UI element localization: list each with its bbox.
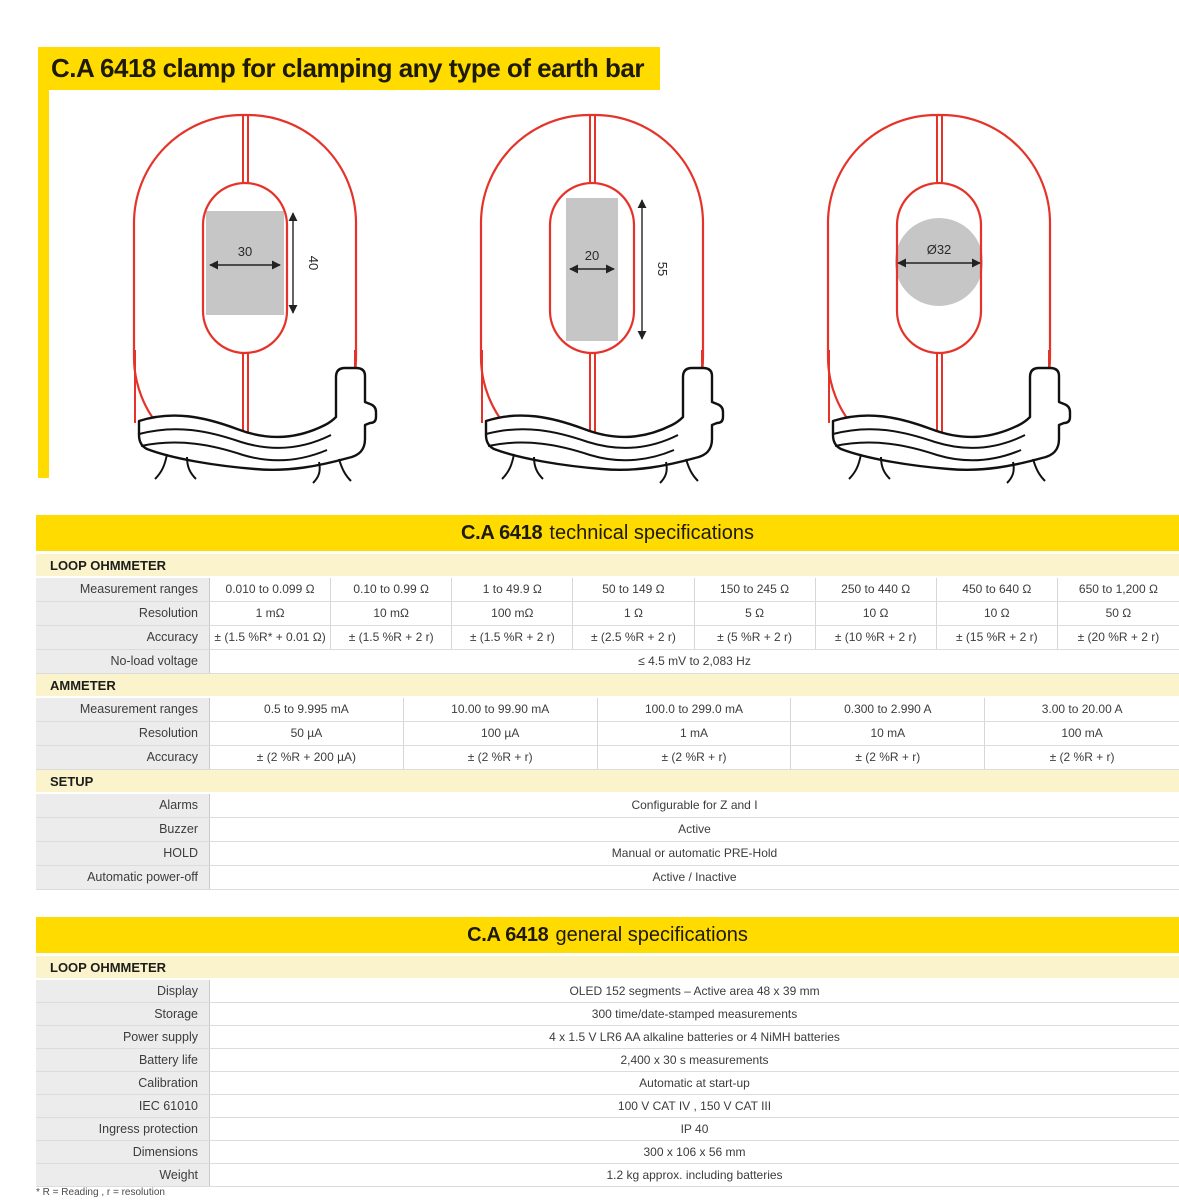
width-dimension-label: 30 <box>237 244 253 259</box>
row-resolution <box>36 722 1179 746</box>
row-weight <box>36 1164 1179 1187</box>
row-calibration <box>36 1072 1179 1095</box>
row-label: Weight <box>36 1164 210 1186</box>
value-cell: 0.010 to 0.099 Ω <box>210 578 331 601</box>
value-cell-merged: 2,400 x 30 s measurements <box>620 1053 769 1067</box>
value-cell-merged: Configurable for Z and I <box>631 798 758 812</box>
row-buzzer <box>36 818 1179 842</box>
row-label: Measurement ranges <box>36 698 210 721</box>
value-cell-merged: 1.2 kg approx. including batteries <box>606 1168 783 1182</box>
table-title-model: C.A 6418 <box>467 924 549 946</box>
row-label: Measurement ranges <box>36 578 210 601</box>
value-cell-merged: Active / Inactive <box>652 870 737 884</box>
row-label: Calibration <box>36 1072 210 1094</box>
row-alarms <box>36 794 1179 818</box>
bar-cross-section-circle <box>895 218 983 306</box>
value-cell: ± (2 %R + r) <box>404 746 598 769</box>
value-cell: 0.10 to 0.99 Ω <box>331 578 452 601</box>
value-cell: 1 Ω <box>573 602 694 625</box>
row-label: Automatic power-off <box>36 866 210 889</box>
row-battery-life <box>36 1049 1179 1072</box>
value-cell: ± (1.5 %R + 2 r) <box>452 626 573 649</box>
page-title: C.A 6418 clamp for clamping any type of earth bar <box>38 47 660 90</box>
value-cell-merged: Automatic at start-up <box>639 1076 750 1090</box>
table-title <box>36 515 1179 554</box>
row-label: Resolution <box>36 602 210 625</box>
clamp-handle-drawing <box>486 368 723 483</box>
row-resolution <box>36 602 1179 626</box>
clamp-figure-3 <box>828 115 1070 483</box>
value-cell: 10 Ω <box>937 602 1058 625</box>
value-cell-merged: IP 40 <box>680 1122 709 1136</box>
value-cell: ± (2 %R + r) <box>791 746 985 769</box>
value-cell: 10 Ω <box>816 602 937 625</box>
value-cell: 50 µA <box>210 722 404 745</box>
value-cell: 100 mA <box>1061 726 1103 740</box>
footnote: * R = Reading , r = resolution <box>36 1187 165 1198</box>
value-cell-merged: 300 time/date-stamped measurements <box>591 1007 798 1021</box>
row-power-supply <box>36 1026 1179 1049</box>
value-cell: 150 to 245 Ω <box>695 578 816 601</box>
row-label: Dimensions <box>36 1141 210 1163</box>
row-label: Buzzer <box>36 818 210 841</box>
value-cell: ± (20 %R + 2 r) <box>1077 630 1160 644</box>
table-title-text: general specifications <box>555 924 748 946</box>
value-cell: 10 mA <box>791 722 985 745</box>
value-cell: 450 to 640 Ω <box>937 578 1058 601</box>
height-dimension-label: 55 <box>655 261 670 277</box>
value-cell: 1 mΩ <box>210 602 331 625</box>
value-cell: 650 to 1,200 Ω <box>1078 582 1158 596</box>
row-label: Ingress protection <box>36 1118 210 1140</box>
value-cell-merged: OLED 152 segments – Active area 48 x 39 mm <box>569 984 820 998</box>
bar-cross-section-rect <box>206 211 284 315</box>
value-cell: 10 mΩ <box>331 602 452 625</box>
clamp-diagrams <box>0 100 1179 500</box>
technical-specifications-table <box>36 515 1179 890</box>
value-cell-merged: Manual or automatic PRE-Hold <box>611 846 778 860</box>
general-specifications-table <box>36 917 1179 1187</box>
clamp-handle-drawing <box>833 368 1070 483</box>
section-header-loop-ohmmeter: LOOP OHMMETER <box>36 554 1179 578</box>
row-label: Alarms <box>36 794 210 817</box>
row-accuracy <box>36 746 1179 770</box>
value-cell: 100 mΩ <box>452 602 573 625</box>
value-cell: 100 µA <box>404 722 598 745</box>
table-title-model: C.A 6418 <box>461 522 543 544</box>
row-dimensions <box>36 1141 1179 1164</box>
value-cell: ± (15 %R + 2 r) <box>937 626 1058 649</box>
row-iec-61010 <box>36 1095 1179 1118</box>
width-dimension-label: 20 <box>584 248 600 263</box>
value-cell-merged: Active <box>678 822 711 836</box>
value-cell: 1 mA <box>598 722 792 745</box>
row-label: HOLD <box>36 842 210 865</box>
row-ingress-protection <box>36 1118 1179 1141</box>
value-cell-merged: 300 x 106 x 56 mm <box>643 1145 746 1159</box>
section-header-loop-ohmmeter: LOOP OHMMETER <box>36 956 1179 980</box>
clamp-handle-drawing <box>139 368 376 483</box>
row-display <box>36 980 1179 1003</box>
row-label: IEC 61010 <box>36 1095 210 1117</box>
row-measurement-ranges <box>36 698 1179 722</box>
row-label: Accuracy <box>36 626 210 649</box>
row-automatic-power-off <box>36 866 1179 890</box>
value-cell-merged: ≤ 4.5 mV to 2,083 Hz <box>638 654 751 668</box>
diameter-dimension-label: Ø32 <box>926 242 952 257</box>
value-cell: 250 to 440 Ω <box>816 578 937 601</box>
row-label: No-load voltage <box>36 650 210 673</box>
value-cell: 100.0 to 299.0 mA <box>598 698 792 721</box>
value-cell: ± (2 %R + r) <box>598 746 792 769</box>
section-header-ammeter: AMMETER <box>36 674 1179 698</box>
row-storage <box>36 1003 1179 1026</box>
value-cell-merged: 4 x 1.5 V LR6 AA alkaline batteries or 4 NiMH batteries <box>549 1030 840 1044</box>
row-hold <box>36 842 1179 866</box>
value-cell: ± (5 %R + 2 r) <box>695 626 816 649</box>
row-no-load-voltage <box>36 650 1179 674</box>
value-cell: 5 Ω <box>695 602 816 625</box>
row-label: Power supply <box>36 1026 210 1048</box>
value-cell-merged: 100 V CAT IV , 150 V CAT III <box>617 1099 772 1113</box>
value-cell: 0.5 to 9.995 mA <box>210 698 404 721</box>
clamp-figure-1 <box>134 115 376 483</box>
row-label: Storage <box>36 1003 210 1025</box>
row-label: Battery life <box>36 1049 210 1071</box>
value-cell: ± (2 %R + r) <box>1049 750 1115 764</box>
value-cell: ± (1.5 %R + 2 r) <box>331 626 452 649</box>
value-cell: 3.00 to 20.00 A <box>1041 702 1123 716</box>
height-dimension-label: 40 <box>306 255 321 271</box>
section-header-setup: SETUP <box>36 770 1179 794</box>
table-title-text: technical specifications <box>549 522 754 544</box>
value-cell: 50 Ω <box>1105 606 1132 620</box>
value-cell: 50 to 149 Ω <box>573 578 694 601</box>
row-accuracy <box>36 626 1179 650</box>
value-cell: ± (10 %R + 2 r) <box>816 626 937 649</box>
row-measurement-ranges <box>36 578 1179 602</box>
row-label: Resolution <box>36 722 210 745</box>
value-cell: ± (2 %R + 200 µA) <box>210 746 404 769</box>
table-title <box>36 917 1179 956</box>
value-cell: 0.300 to 2.990 A <box>791 698 985 721</box>
value-cell: ± (2.5 %R + 2 r) <box>573 626 694 649</box>
row-label: Accuracy <box>36 746 210 769</box>
clamp-figure-2 <box>481 115 723 483</box>
value-cell: 1 to 49.9 Ω <box>452 578 573 601</box>
value-cell: ± (1.5 %R* + 0.01 Ω) <box>210 626 331 649</box>
row-label: Display <box>36 980 210 1002</box>
value-cell: 10.00 to 99.90 mA <box>404 698 598 721</box>
